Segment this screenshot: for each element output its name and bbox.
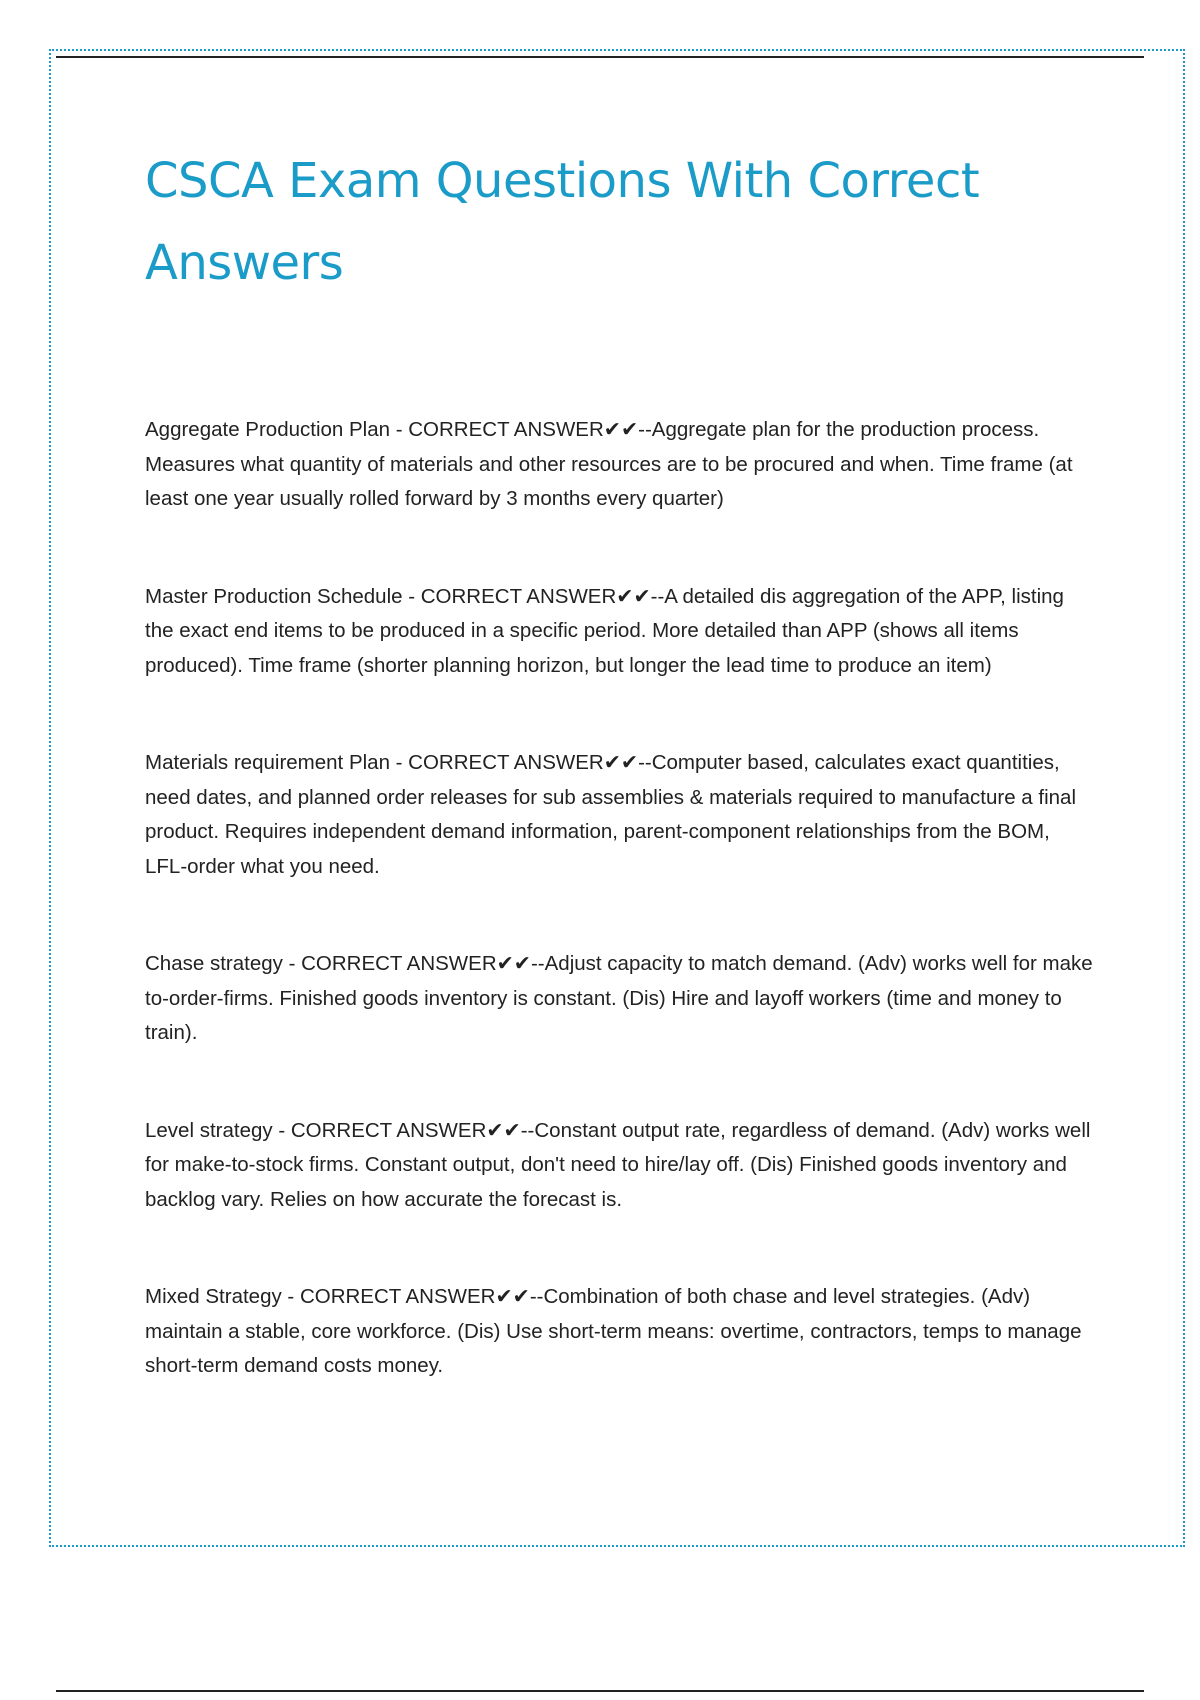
document-title: CSCA Exam Questions With Correct Answers <box>145 153 980 291</box>
qa-item-master-production-schedule: Master Production Schedule - CORRECT ANSWER✔✔--A detailed dis aggregation of the APP, listing the exact end items to be produced in a specific period. More detailed than APP (shows all items produced). Time frame (shorter planning horizon, but longer the lead time to produce an item) <box>145 584 1064 677</box>
bottom-rule <box>56 1690 1144 1692</box>
qa-item-mixed-strategy: Mixed Strategy - CORRECT ANSWER✔✔--Combination of both chase and level strategies. (Adv) maintain a stable, core workforce. (Dis) Use short-term means: overtime, contractors, temps to manage short-term demand costs money. <box>145 1285 1082 1377</box>
qa-item-aggregate-production-plan: Aggregate Production Plan - CORRECT ANSWER✔✔--Aggregate plan for the production process. Measures what quantity of materials and other resources are to be procured and when. Time frame (at least one year usually rolled forward by 3 months every quarter) <box>145 418 1073 510</box>
qa-item-level-strategy: Level strategy - CORRECT ANSWER✔✔--Constant output rate, regardless of demand. (Adv) works well for make-to-stock firms. Constant output, don't need to hire/lay off. (Dis) Finished goods inventory and backlog vary. Relies on how accurate the forecast is. <box>145 1118 1091 1211</box>
qa-list <box>145 413 1095 1384</box>
qa-item-chase-strategy: Chase strategy - CORRECT ANSWER✔✔--Adjust capacity to match demand. (Adv) works well for make to-order-firms. Finished goods inventory is constant. (Dis) Hire and layoff workers (time and money to train). <box>145 952 1093 1044</box>
qa-item-materials-requirement-plan: Materials requirement Plan - CORRECT ANSWER✔✔--Computer based, calculates exact quantities, need dates, and planned order releases for sub assemblies & materials required to manufacture a final product. Requires independent demand information, parent-component relationships from the BOM, LFL-order what you need. <box>145 751 1077 878</box>
